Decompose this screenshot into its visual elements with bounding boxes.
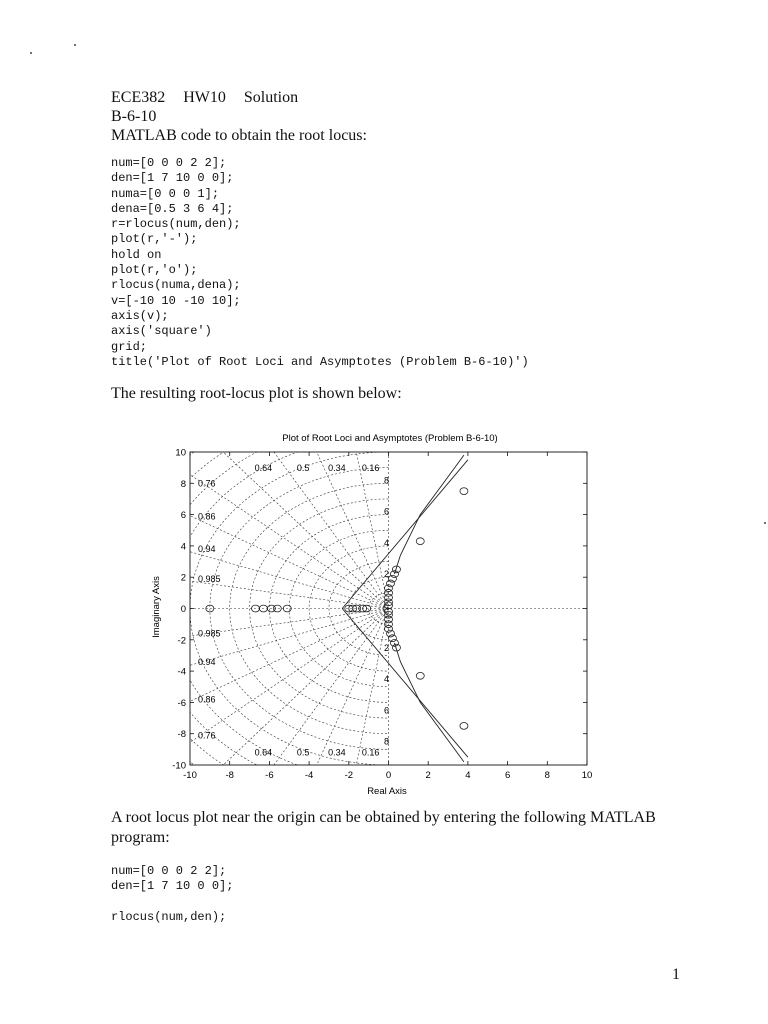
locus-point-marker: [390, 571, 398, 578]
problem-number: B-6-10: [111, 108, 157, 125]
x-tick-label: 10: [581, 770, 593, 781]
damping-ray: [291, 422, 389, 609]
locus-point-marker: [388, 635, 396, 642]
y-tick-label: 0: [180, 604, 186, 615]
y-tick-label: 6: [180, 510, 186, 522]
damping-label: 0.94: [197, 544, 216, 555]
code-line: plot(r,'o');: [111, 263, 198, 278]
root-locus-chart: [140, 422, 610, 802]
x-tick-label: 6: [504, 770, 511, 781]
x-tick-label: -10: [183, 770, 197, 781]
damping-label: 0.94: [197, 656, 216, 667]
x-tick-label: 2: [425, 770, 431, 781]
locus-point-marker: [416, 672, 424, 679]
x-tick-label: -4: [304, 770, 314, 781]
locus-point-marker: [416, 538, 424, 545]
damping-ray: [245, 422, 389, 609]
code-line: v=[-10 10 -10 10];: [111, 293, 241, 308]
code-line: grid;: [111, 339, 148, 354]
scan-speck: [74, 44, 76, 46]
intro-text: MATLAB code to obtain the root locus:: [111, 127, 367, 144]
matlab-code-block-1: [111, 156, 529, 370]
damping-ray: [140, 531, 389, 608]
x-tick-label: 0: [385, 770, 392, 781]
frequency-label: 4: [384, 674, 390, 685]
frequency-label: 4: [384, 537, 390, 548]
title-line: [111, 88, 367, 107]
damping-ray: [204, 434, 388, 608]
code-line: dena=[0.5 3 6 4];: [111, 201, 234, 216]
code-line: den=[1 7 10 0 0];: [111, 171, 234, 186]
x-tick-label: -6: [265, 770, 274, 781]
y-axis-label: Imaginary Axis: [151, 576, 162, 638]
frequency-label: 8: [384, 736, 390, 747]
y-tick-label: 10: [175, 447, 186, 459]
code-line: den=[1 7 10 0 0];: [111, 879, 234, 894]
damping-label: 0.16: [361, 747, 380, 758]
damping-label: 0.64: [254, 462, 273, 473]
solution-label: Solution: [243, 89, 299, 106]
y-tick-label: -6: [177, 697, 186, 709]
damping-label: 0.86: [197, 511, 216, 522]
locus-branch: [342, 460, 468, 609]
code-line: r=rlocus(num,den);: [111, 217, 241, 232]
code-line: numa=[0 0 0 1];: [111, 186, 220, 201]
code-line: rlocus(numa,dena);: [111, 278, 241, 293]
matlab-code-block-2: [111, 864, 233, 925]
locus-point-marker: [386, 580, 394, 587]
locus-branch: [394, 455, 463, 574]
frequency-label: 6: [384, 705, 390, 716]
damping-label: 0.985: [197, 628, 221, 639]
damping-label: 0.34: [328, 747, 346, 758]
frequency-label: 8: [384, 475, 390, 486]
homework-number: HW10: [183, 89, 226, 106]
scan-speck: [30, 52, 32, 54]
root-locus-curves: [206, 455, 468, 762]
x-tick-label: -2: [344, 770, 354, 781]
scan-speck: [764, 522, 766, 524]
code-line: num=[0 0 0 2 2];: [111, 864, 227, 878]
code-line: title('Plot of Root Loci and Asymptotes (Problem B-6-10)'): [111, 354, 529, 369]
code-line: plot(r,'-');: [111, 232, 198, 247]
locus-branch: [342, 609, 468, 758]
locus-point-marker: [460, 488, 468, 495]
course-code: ECE382: [111, 89, 166, 106]
locus-point-marker: [386, 630, 394, 637]
y-tick-label: -4: [177, 666, 186, 678]
locus-point-marker: [388, 575, 396, 582]
damping-label: 0.5: [296, 462, 310, 473]
code-line: [111, 895, 233, 910]
damping-label: 0.34: [328, 462, 346, 473]
x-axis-label: Real Axis: [367, 786, 407, 797]
x-tick-label: 8: [544, 770, 550, 781]
page-number: 1: [672, 966, 680, 983]
locus-point-marker: [460, 722, 468, 729]
y-tick-label: -10: [172, 760, 186, 772]
frequency-arc: [230, 483, 389, 733]
frequency-label: 2: [384, 569, 390, 580]
code-line: rlocus(num,den);: [111, 909, 227, 924]
x-tick-label: -8: [225, 770, 234, 781]
damping-label: 0.5: [296, 747, 310, 758]
near-origin-text: A root locus plot near the origin can be obtained by entering the following MATLAB program:: [111, 809, 656, 846]
y-tick-label: 4: [180, 541, 186, 553]
damping-label: 0.985: [197, 573, 221, 584]
damping-ray: [140, 569, 389, 608]
y-tick-label: 8: [180, 478, 186, 490]
chart-title: Plot of Root Loci and Asymptotes (Problem B-6-10): [282, 433, 498, 444]
x-tick-label: 4: [465, 770, 471, 781]
y-tick-label: 2: [180, 572, 186, 584]
code-line: num=[0 0 0 2 2];: [111, 156, 227, 170]
result-text: The resulting root-locus plot is shown below:: [111, 385, 402, 402]
damping-label: 0.16: [361, 462, 380, 473]
y-tick-label: -8: [177, 729, 186, 741]
frequency-label: 2: [384, 642, 390, 653]
frequency-label: 6: [384, 506, 390, 517]
code-line: axis('square'): [111, 324, 212, 339]
damping-label: 0.76: [197, 730, 216, 741]
damping-label: 0.64: [254, 747, 273, 758]
damping-label: 0.76: [197, 478, 216, 489]
damping-label: 0.86: [197, 694, 216, 705]
code-line: axis(v);: [111, 308, 169, 323]
code-line: hold on: [111, 247, 162, 262]
y-tick-label: -2: [177, 635, 186, 647]
document-header: [111, 88, 367, 145]
locus-branch: [394, 643, 463, 762]
